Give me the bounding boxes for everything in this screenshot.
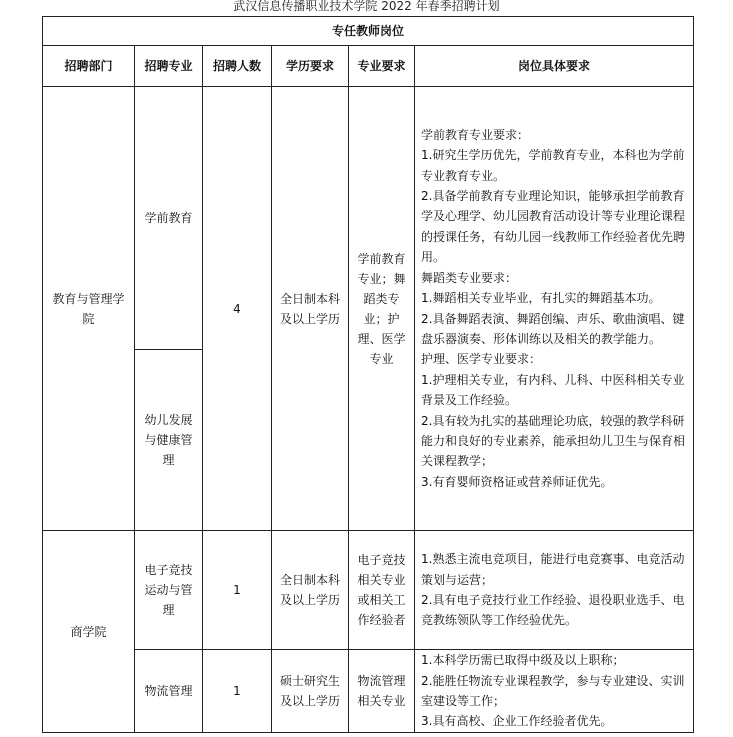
major-cell: 学前教育	[135, 87, 203, 350]
details-cell	[415, 531, 694, 650]
count-cell: 4	[203, 87, 272, 531]
column-header-row	[43, 46, 694, 87]
details-cell	[415, 87, 694, 531]
detail-line: 3.有育婴师资格证或营养师证优先。	[421, 474, 613, 489]
dept-cell: 教育与管理学院	[43, 87, 135, 531]
detail-line: 舞蹈类专业要求：	[421, 270, 518, 285]
header-major: 招聘专业	[135, 46, 203, 87]
detail-line: 学前教育专业要求：	[421, 127, 530, 142]
header-dept: 招聘部门	[43, 46, 135, 87]
header-major-req: 专业要求	[349, 46, 415, 87]
degree-cell: 全日制本科及以上学历	[272, 87, 349, 531]
details-cell	[415, 650, 694, 733]
detail-line: 1.研究生学历优先，学前教育专业，本科也为学前专业教育专业。	[421, 148, 685, 183]
detail-line: 护理、医学专业要求：	[421, 352, 542, 367]
major-cell: 电子竞技运动与管理	[135, 531, 203, 650]
dept-cell: 商学院	[43, 531, 135, 733]
major-req-cell: 电子竞技相关专业或相关工作经验者	[349, 531, 415, 650]
major-req-cell: 物流管理相关专业	[349, 650, 415, 733]
document-title: 武汉信息传播职业技术学院 2022 年春季招聘计划	[233, 0, 500, 13]
header-count: 招聘人数	[203, 46, 272, 87]
detail-line: 1.熟悉主流电竞项目，能进行电竞赛事、电竞活动策划与运营；	[421, 552, 685, 587]
detail-line: 1.本科学历需已取得中级及以上职称；	[421, 653, 625, 668]
count-cell: 1	[203, 650, 272, 733]
detail-line: 2.具备学前教育专业理论知识，能够承担学前教育学及心理学、幼儿园教育活动设计等专业理论课程的授课任务，有幼儿园一线教师工作经验者优先聘用。	[421, 189, 686, 265]
table-row	[43, 531, 694, 650]
degree-cell: 全日制本科及以上学历	[272, 531, 349, 650]
detail-line: 2.具有电子竞技行业工作经验、退役职业选手、电竞教练领队等工作经验优先。	[421, 593, 685, 628]
major-req-cell: 学前教育专业；舞蹈类专业；护理、医学专业	[349, 87, 415, 531]
header-details: 岗位具体要求	[415, 46, 694, 87]
recruitment-table	[42, 16, 694, 733]
header-degree: 学历要求	[272, 46, 349, 87]
detail-line: 3.具有高校、企业工作经验者优先。	[421, 714, 613, 729]
section-title: 专任教师岗位	[43, 17, 694, 46]
detail-line: 1.护理相关专业，有内科、儿科、中医科相关专业背景及工作经验。	[421, 372, 685, 408]
section-header-row	[43, 17, 694, 46]
detail-line: 2.能胜任物流专业课程教学，参与专业建设、实训室建设等工作；	[421, 673, 685, 708]
detail-line: 2.具备舞蹈表演、舞蹈创编、声乐、歌曲演唱、键盘乐器演奏、形体训练以及相关的教学能力。	[421, 311, 685, 346]
degree-cell: 硕士研究生及以上学历	[272, 650, 349, 733]
count-cell: 1	[203, 531, 272, 650]
table-row	[43, 650, 694, 733]
table-row	[43, 87, 694, 350]
major-cell: 物流管理	[135, 650, 203, 733]
detail-line: 2.具有较为扎实的基础理论功底，较强的教学科研能力和良好的专业素养，能承担幼儿卫生与保育相关课程教学；	[421, 413, 686, 469]
detail-line: 1.舞蹈相关专业毕业，有扎实的舞蹈基本功。	[421, 291, 661, 306]
major-cell: 幼儿发展与健康管理	[135, 350, 203, 531]
